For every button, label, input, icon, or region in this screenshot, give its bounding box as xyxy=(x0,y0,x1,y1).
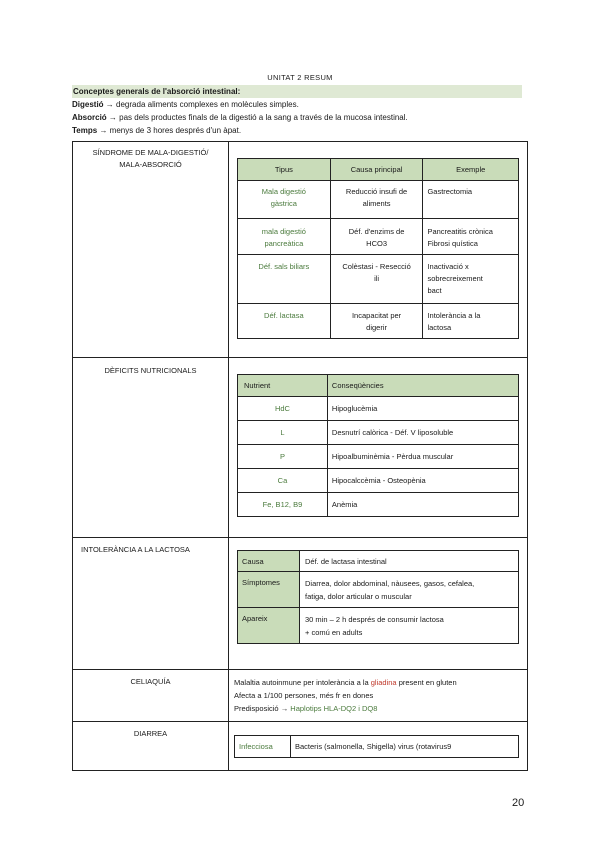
celiac-row xyxy=(73,670,528,722)
malabsorption-row xyxy=(73,142,528,358)
malabsorption-label: SÍNDROME DE MALA-DIGESTIÓ/ MALA-ABSORCIÓ xyxy=(73,142,229,358)
unit-title: UNITAT 2 RESUM xyxy=(267,73,333,82)
table-row: L Desnutrí calòrica - Déf. V liposoluble xyxy=(238,421,519,445)
concept-line: Temps → menys de 3 hores després d'un àpat. xyxy=(72,126,242,135)
table-row: Ca Hipocalccèmia - Osteopènia xyxy=(238,469,519,493)
summary-table xyxy=(72,141,528,771)
lactose-label: INTOLERÀNCIA A LA LACTOSA xyxy=(73,538,229,670)
concepts-block xyxy=(72,85,522,137)
table-row: Causa Déf. de lactasa intestinal xyxy=(238,551,519,572)
table-row: HdC Hipoglucèmia xyxy=(238,397,519,421)
lactose-table xyxy=(237,550,519,644)
col-header-causa: Causa principal xyxy=(330,159,423,181)
concepts-heading: Conceptes generals de l'absorció intestinal: xyxy=(72,85,522,98)
table-row: Fe, B12, B9 Anèmia xyxy=(238,493,519,517)
table-row: Mala digestió gàstrica Reducció insufi de aliments Gastrectomia xyxy=(238,181,519,219)
col-header-nutrient: Nutrient xyxy=(238,375,328,397)
celiac-content: Malaltia autoinmune per intolerància a la gliadina present en gluten Afecta a 1/100 persones, més fr en dones Predisposició → Haplotips HLA-DQ2 i DQ8 xyxy=(229,670,528,722)
col-header-exemple: Exemple xyxy=(423,159,519,181)
deficits-label: DÈFICITS NUTRICIONALS xyxy=(73,358,229,538)
concept-line: Digestió → degrada aliments complexes en molècules simples. xyxy=(72,100,299,109)
table-row: P Hipoalbuminèmia - Pèrdua muscular xyxy=(238,445,519,469)
row-key: Apareix xyxy=(238,608,300,644)
diarrhea-content xyxy=(229,722,528,771)
concept-line: Absorció → pas dels productes finals de la digestió a la sang a través de la mucosa intestinal. xyxy=(72,113,408,122)
table-row: Déf. lactasa Incapacitat per digerir Intolerància a la lactosa xyxy=(238,304,519,339)
malabsorption-content xyxy=(229,142,528,358)
col-header-consequencies: Conseqüències xyxy=(327,375,518,397)
deficits-table xyxy=(237,374,519,517)
row-key: Causa xyxy=(238,551,300,572)
table-row: Símptomes Diarrea, dolor abdominal, nàusees, gasos, cefalea, fatiga, dolor articular o muscular xyxy=(238,572,519,608)
col-header-tipus: Tipus xyxy=(238,159,331,181)
diarrhea-row xyxy=(73,722,528,771)
malabsorption-table xyxy=(237,158,519,339)
lactose-row xyxy=(73,538,528,670)
celiac-label: CELIAQUÍA xyxy=(73,670,229,722)
table-row: Apareix 30 min – 2 h després de consumir lactosa + comú en adults xyxy=(238,608,519,644)
diarrhea-table xyxy=(234,735,519,758)
table-row: Déf. sals biliars Colèstasi - Resecció ili Inactivació x sobrecreixement bact xyxy=(238,255,519,304)
row-key: Símptomes xyxy=(238,572,300,608)
page-number: 20 xyxy=(512,797,525,809)
deficits-row xyxy=(73,358,528,538)
deficits-content xyxy=(229,358,528,538)
lactose-content xyxy=(229,538,528,670)
diarrhea-label: DIARREA xyxy=(73,722,229,771)
table-row: mala digestió pancreàtica Déf. d'enzims de HCO3 Pancreatitis crònica Fibrosi quística xyxy=(238,219,519,255)
table-row: Infecciosa Bacteris (salmonella, Shigella) virus (rotavirus9 xyxy=(235,736,519,758)
